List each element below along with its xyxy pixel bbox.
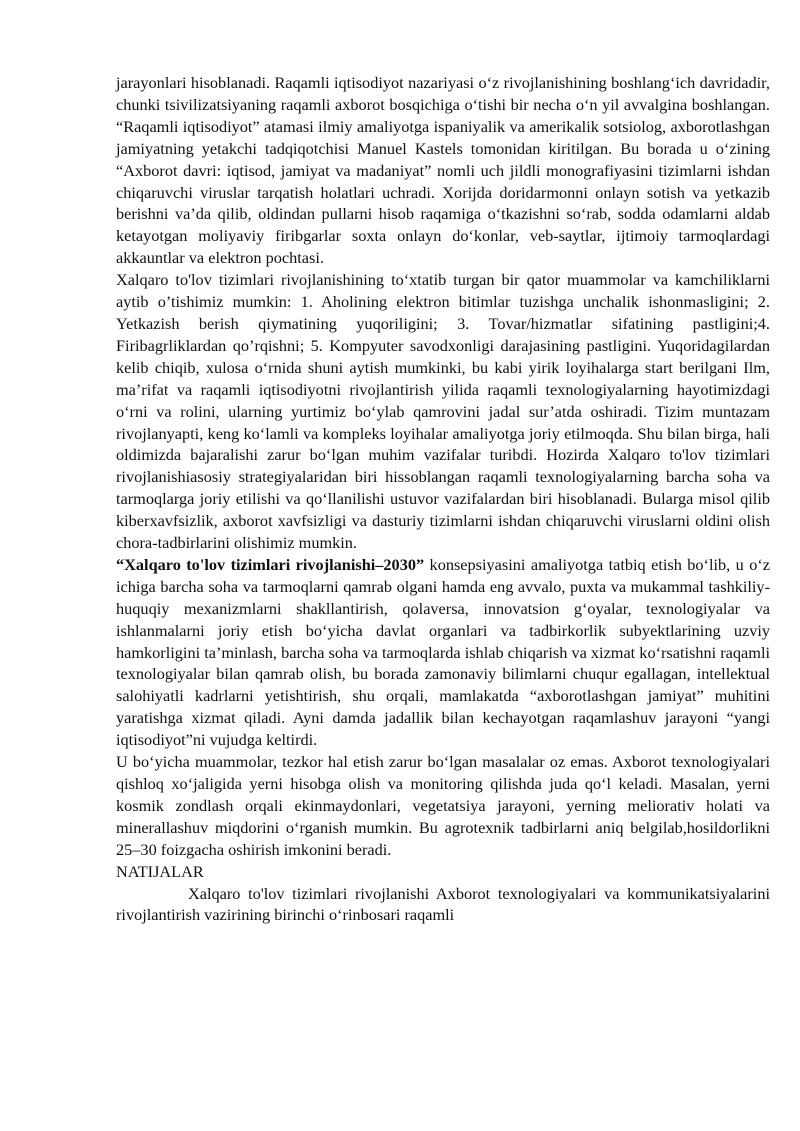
paragraph-results: Xalqaro to'lov tizimlari rivojlanishi Axborot texnologiyalari va kommunikatsiyalarini rivojlantirish vazirining birinchi oʻrinbosari raqamli — [116, 883, 770, 925]
paragraph-intro: jarayonlari hisoblanadi. Raqamli iqtisodiyot nazariyasi oʻz rivojlanishining boshlangʻich davridadir, chunki tsivilizatsiyaning raqamli axborot bosqichiga oʻtishi bir necha oʻn yil avvalgina boshlangan. “Raqamli iqtisodiyot” atamasi ilmiy amaliyotga ispaniyalik va amerikalik sotsiolog, axborotlashgan jamiyatning yetakchi tadqiqotchisi Manuel Kastels tomonidan kiritilgan. Bu borada u oʻzining “Axborot davri: iqtisod, jamiyat va madaniyat” nomli uch jildli monografiyasini tizimlarni ishdan chiqaruvchi viruslar tarqatish holatlari uchradi. Xorijda doridarmonni onlayn sotish va yetkazib berishni va’da qilib, oldindan pullarni hisob raqamiga oʻtkazishni soʻrab, sodda odamlarni aldab ketayotgan moliyaviy firibgarlar soxta onlayn doʻkonlar, veb-saytlar, ijtimoiy tarmoqlardagi akkauntlar va elektron pochtasi. — [116, 73, 770, 268]
paragraph-agriculture: U boʻyicha muammolar, tezkor hal etish zarur boʻlgan masalalar oz emas. Axborot texnologiyalari qishloq xoʻjaligida yerni hisobga olish va monitoring qilishda juda qoʻl keladi. Masalan, yerni kosmik zondlash orqali ekinmaydonlari, vegetatsiya jarayoni, yerning meliorativ holati va minerallashuv miqdorini oʻrganish mumkin. Bu agrotexnik tadbirlarni aniq belgilab,hosildorlikni 25–30 foizgacha oshirish imkonini beradi. — [116, 752, 770, 859]
concept-title: “Xalqaro to'lov tizimlari rivojlanishi–2030” — [116, 554, 425, 574]
section-heading: NATIJALAR — [116, 861, 204, 881]
paragraph-concept — [116, 554, 770, 751]
document-page — [116, 72, 770, 926]
paragraph-problems: Xalqaro to'lov tizimlari rivojlanishining toʻxtatib turgan bir qator muammolar va kamchiliklarni aytib o’tishimiz mumkin: 1. Aholining elektron bitimlar tuzishga unchalik ishonmasligini; 2. Yetkazish berish qiymatining yuqoriligini; 3. Tovar/hizmatlar sifatining pastligini;4. Firibagrliklardan qo’rqishni; 5. Kompyuter savodxonligi darajasining pastligini. Yuqoridagilardan kelib chiqib, xulosa oʻrnida shuni aytish mumkinki, bu kabi yirik loyihalarga start berilgani Ilm, ma’rifat va raqamli iqtisodiyotni rivojlantirish yilida raqamli texnologiyalarning hayotimizdagi oʻrni va rolini, ularning yurtimiz boʻylab qamrovini jadal sur’atda oshiradi. Tizim muntazam rivojlanyapti, keng koʻlamli va kompleks loyihalar amaliyotga joriy etilmoqda. Shu bilan birga, hali oldimizda bajaralishi zarur boʻlgan muhim vazifalar turibdi. Hozirda Xalqaro to'lov tizimlari rivojlanishiasosiy strategiyalaridan biri hissoblangan raqamli texnologiyalarning barcha soha va tarmoqlarga joriy etilishi va qoʻllanilishi ustuvor vazifalardan biri hisoblanadi. Bularga misol qilib kiberxavfsizlik, axborot xavfsizligi va dasturiy tizimlarni ishdan chiqaruvchi viruslarni oldini olish chora-tadbirlarini olishimiz mumkin. — [116, 270, 770, 553]
concept-text: konsepsiyasini amaliyotga tatbiq etish boʻlib, u oʻz ichiga barcha soha va tarmoqlarni qamrab olgani hamda eng avvalo, puxta va mukammal tashkiliy-huquqiy mexanizmlarni shakllantirish, qolaversa, innovatsion gʻoyalar, texnologiyalar va ishlanmalarni joriy etish boʻyicha davlat organlari va tadbirkorlik subyektlarining uzviy hamkorligini ta’minlash, barcha soha va tarmoqlarda ishlab chiqarish va xizmat koʻrsatishni raqamli texnologiyalar bilan qamrab olish, bu borada zamonaviy bilimlarni chuqur egallagan, intellektual salohiyatli kadrlarni yetishtirish, shu orqali, mamlakatda “axborotlashgan jamiyat” muhitini yaratishga xizmat qiladi. Ayni damda jadallik bilan kechayotgan raqamlashuv jarayoni “yangi iqtisodiyot”ni vujudga keltirdi. — [116, 554, 771, 750]
